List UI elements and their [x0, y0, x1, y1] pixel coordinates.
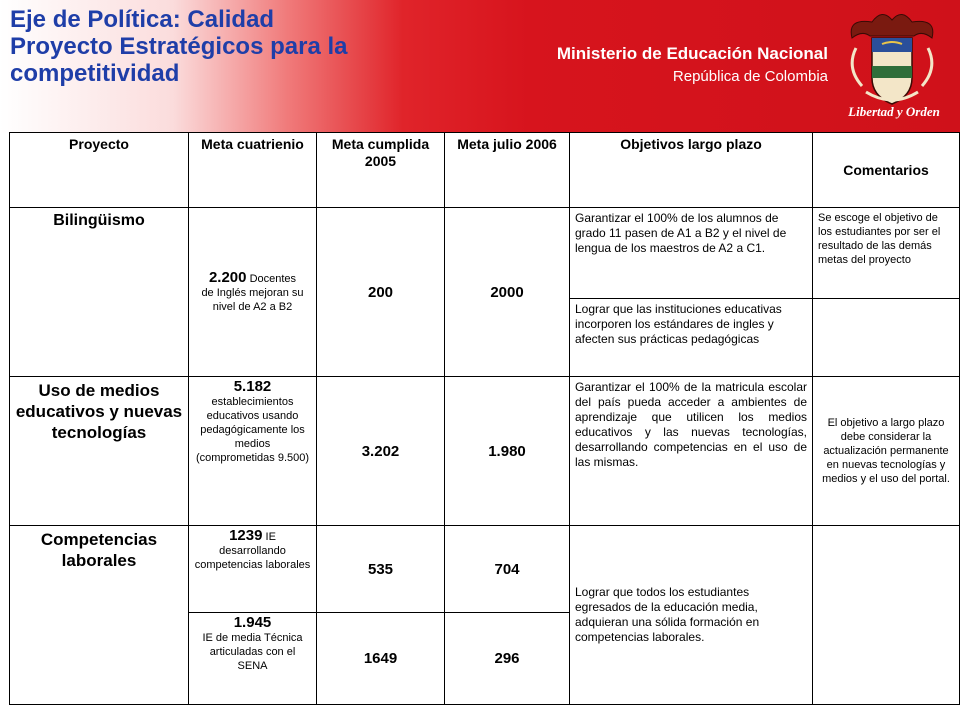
table-row: [10, 377, 960, 526]
meta-number: 1.945: [233, 614, 272, 631]
objetivo-competencias: Lograr que todos los estudiantes egresados de la educación media, adquieran una sólida formación en competencias laborales.: [570, 526, 813, 705]
title-line-1: Eje de Política: Calidad: [10, 6, 275, 33]
title-line-3: competitividad: [10, 60, 180, 87]
title-line-2: Proyecto Estratégicos para la: [10, 33, 348, 60]
header-meta-cumplida: Meta cumplida 2005: [317, 133, 445, 208]
objetivo-bilinguismo-2: Lograr que las instituciones educativas incorporen los estándares de ingles y afecten sus prácticas pedagógicas: [570, 299, 813, 377]
project-competencias: Competencias laborales: [10, 526, 189, 705]
projects-table: [9, 132, 960, 705]
table-row: [10, 208, 960, 299]
objetivo-bilinguismo-1: Garantizar el 100% de los alumnos de grado 11 pasen de A1 a B2 y el nivel de lengua de los maestros de A2 a C1.: [570, 208, 813, 299]
ministry-name: Ministerio de Educación Nacional: [556, 44, 828, 63]
meta-julio-competencias-1: 704: [445, 526, 570, 613]
comentario-bilinguismo-1: Se escoge el objetivo de los estudiantes por ser el resultado de las demás metas del proyecto: [813, 208, 960, 299]
meta-cumplida-competencias-2: 1649: [317, 613, 445, 705]
header-banner: [0, 0, 960, 133]
slide-title: [10, 6, 450, 87]
motto-text: Libertad y Orden: [848, 104, 940, 119]
ministry-block: [557, 43, 828, 87]
meta-cuatrienio-bilinguismo: [189, 208, 317, 377]
comentario-medios: El objetivo a largo plazo debe considerar la actualización permanente en nuevas tecnologías y medios y el uso del portal.: [813, 377, 960, 526]
meta-cumplida-competencias-1: 535: [317, 526, 445, 613]
meta-cuatrienio-competencias-2: [189, 613, 317, 705]
project-bilinguismo: Bilingüismo: [10, 208, 189, 377]
meta-julio-bilinguismo: 2000: [445, 208, 570, 377]
meta-text: IE de media Técnica articuladas con el SENA: [202, 632, 303, 672]
header-objetivos: Objetivos largo plazo: [570, 133, 813, 208]
comentario-competencias: [813, 526, 960, 705]
meta-cuatrienio-medios: [189, 377, 317, 526]
header-meta-cuatrienio: Meta cuatrienio: [189, 133, 317, 208]
meta-inline-text: Docentes: [249, 272, 297, 285]
table-header-row: [10, 133, 960, 208]
header-comentarios: Comentarios: [813, 133, 960, 208]
meta-text: desarrollando competencias laborales: [194, 545, 311, 571]
meta-text: establecimientos educativos usando pedagógicamente los medios (comprometidas 9.500): [195, 396, 310, 464]
meta-text: de Inglés mejoran su nivel de A2 a B2: [201, 286, 304, 313]
republic-name: República de Colombia: [672, 68, 828, 85]
meta-number: 5.182: [233, 378, 272, 395]
meta-cuatrienio-competencias-1: [189, 526, 317, 613]
header-proyecto: Proyecto: [10, 133, 189, 208]
meta-cumplida-medios: 3.202: [317, 377, 445, 526]
comentario-bilinguismo-2: [813, 299, 960, 377]
project-medios: Uso de medios educativos y nuevas tecnologías: [10, 377, 189, 526]
meta-number: 2.200: [208, 268, 247, 286]
header-meta-julio: Meta julio 2006: [445, 133, 570, 208]
meta-number: 1239: [229, 527, 263, 544]
table-row: [10, 526, 960, 613]
meta-cumplida-bilinguismo: 200: [317, 208, 445, 377]
meta-julio-medios: 1.980: [445, 377, 570, 526]
meta-julio-competencias-2: 296: [445, 613, 570, 705]
objetivo-medios: Garantizar el 100% de la matricula escolar del país pueda acceder a ambientes de aprendizaje que utilicen los medios educativos y las nuevas tecnologías, desarrollando competencias en el uso de las mismas.: [570, 377, 813, 526]
meta-inline-text: IE: [265, 531, 276, 543]
